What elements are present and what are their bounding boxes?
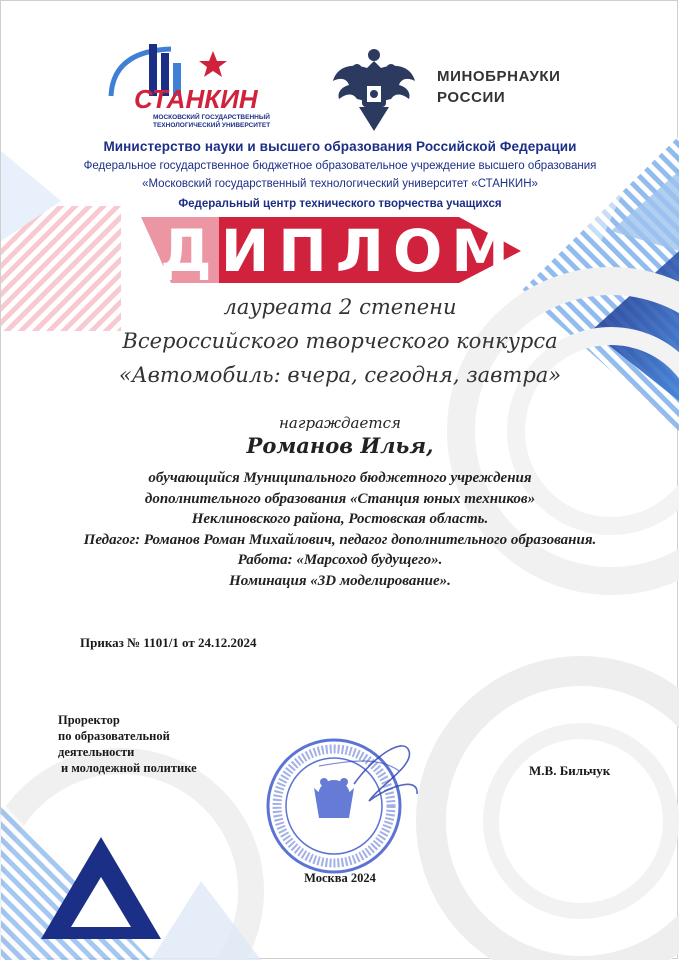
svg-text:ДИПЛОМ: ДИПЛОМ [160,217,518,285]
ministry-heading: Министерство науки и высшего образования Российской Федерации [103,139,577,154]
city-year: Москва 2024 [304,871,376,885]
awarded-label: награждается [279,414,401,432]
recipient-details [81,468,599,591]
stankin-logo [101,41,291,131]
svg-text:РОССИИ: РОССИИ [437,89,506,106]
official-stamp [259,726,429,876]
signer-line: Проректор [58,713,120,727]
laureate-degree: лауреата 2 степени [223,295,457,319]
signer-line: по образовательной [58,729,170,743]
order-number: Приказ № 1101/1 от 24.12.2024 [80,635,257,650]
contest-name: «Автомобиль: вчера, сегодня, завтра» [118,363,562,387]
detail-line: Неклиновского района, Ростовская область. [191,511,489,527]
ministry-logo [437,66,587,108]
signer-line: деятельности [58,745,135,759]
detail-line: дополнительного образования «Станция юных техников» [144,490,536,507]
institution-line-1: Федеральное государственное бюджетное образовательное учреждение высшего образования [83,160,597,172]
signer-line: и молодежной политике [61,761,197,775]
center-name: Федеральный центр технического творчества учащихся [178,198,502,210]
coat-of-arms-icon [329,41,419,141]
recipient-name: Романов Илья, [246,433,434,458]
signer-name: М.В. Бильчук [529,763,611,778]
detail-line: обучающийся Муниципального бюджетного учреждения [148,470,532,486]
institution-line-2: «Московский государственный технологический университет «СТАНКИН» [142,178,538,190]
detail-line: Работа: «Марсоход будущего». [237,552,443,568]
svg-text:СТАНКИН: СТАНКИН [134,84,258,114]
diploma-title [160,217,518,285]
svg-text:МОСКОВСКИЙ ГОСУДАРСТВЕННЫЙ: МОСКОВСКИЙ ГОСУДАРСТВЕННЫЙ [153,114,270,121]
svg-text:ТЕХНОЛОГИЧЕСКИЙ УНИВЕРСИТЕТ: ТЕХНОЛОГИЧЕСКИЙ УНИВЕРСИТЕТ [153,122,271,129]
detail-line: Педагог: Романов Роман Михайлович, педагог дополнительного образования. [83,531,597,548]
contest-type: Всероссийского творческого конкурса [122,329,558,353]
svg-text:МИНОБРНАУКИ: МИНОБРНАУКИ [437,68,561,85]
signer-position [58,712,197,776]
detail-line: Номинация «3D моделирование». [229,572,451,589]
